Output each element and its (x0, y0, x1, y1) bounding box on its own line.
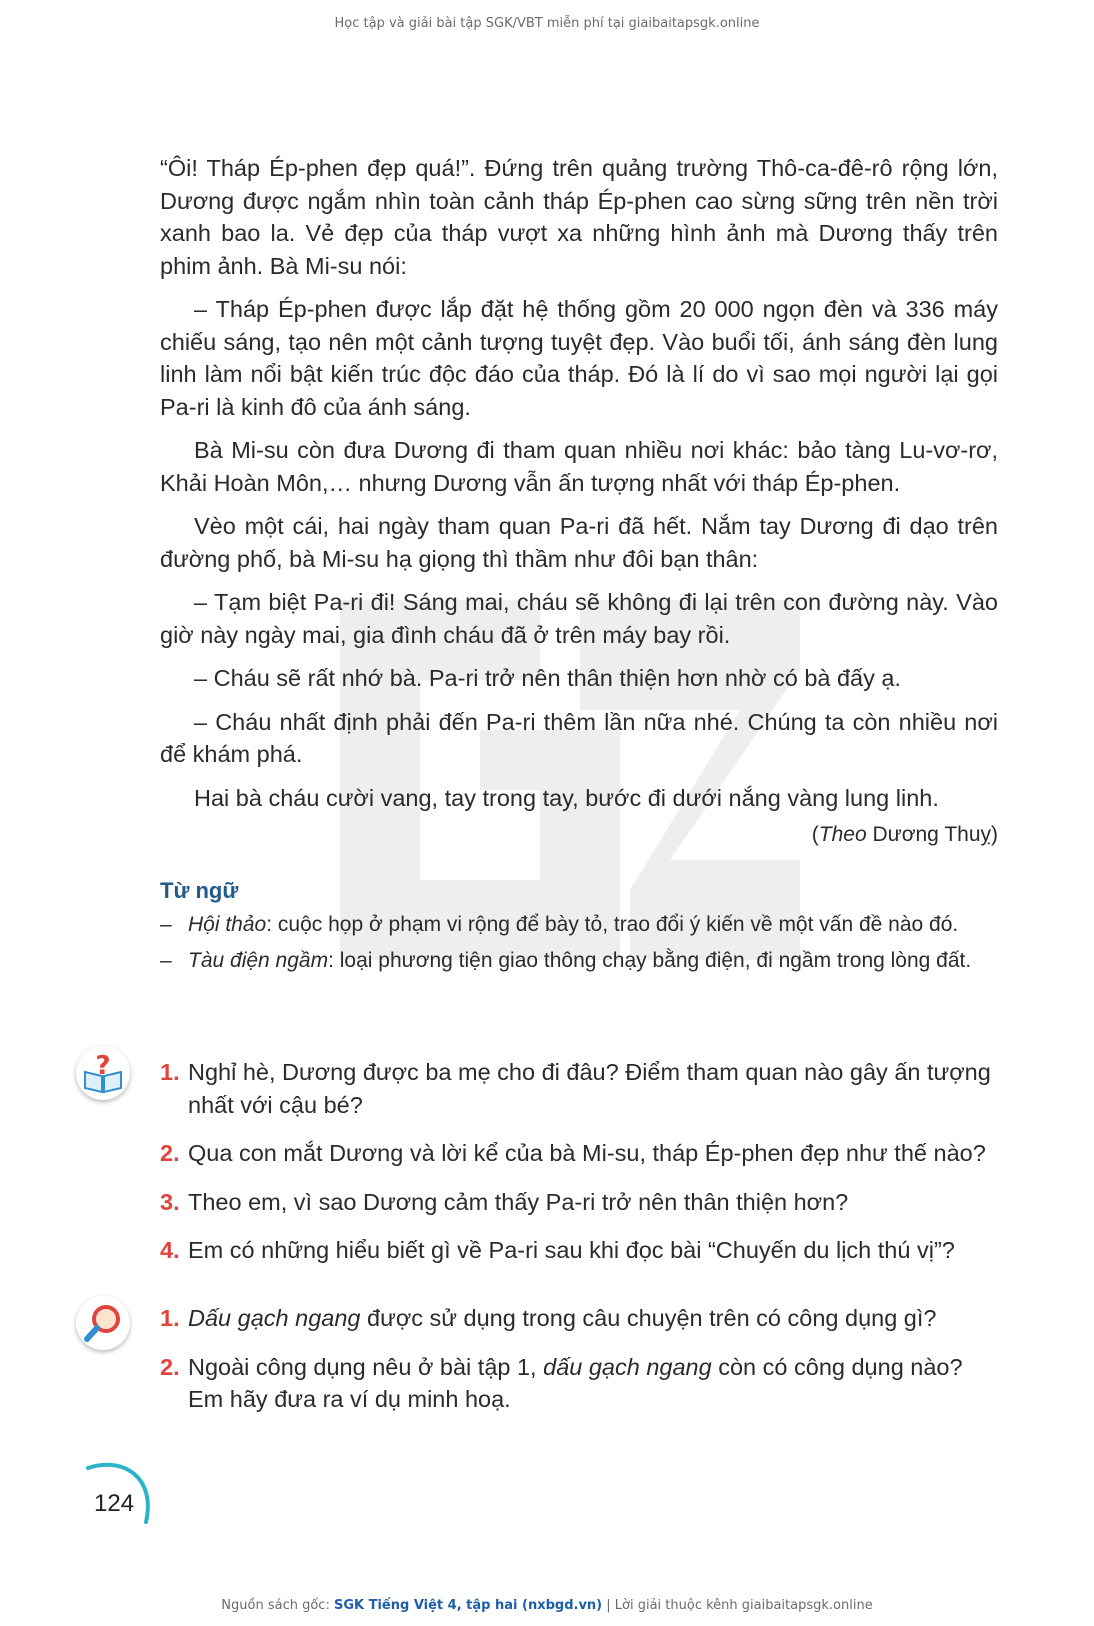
question-number: 4. (160, 1237, 180, 1263)
question-item (160, 1056, 998, 1121)
question-item (160, 1137, 998, 1170)
question-text: Theo em, vì sao Dương cảm thấy Pa-ri trở nên thân thiện hơn? (188, 1188, 849, 1215)
reading-questions (160, 1056, 998, 1283)
vocabulary-definition: : cuộc họp ở phạm vi rộng để bày tỏ, trao đổi ý kiến về một vấn đề nào đó. (266, 913, 959, 936)
grammar-questions (160, 1302, 998, 1432)
question-number: 2. (160, 1140, 180, 1166)
question-text (188, 1351, 998, 1416)
question-book-icon (76, 1046, 130, 1100)
story-source (160, 819, 998, 852)
vocabulary-definition: : loại phương tiện giao thông chạy bằng điện, đi ngầm trong lòng đất. (328, 949, 972, 972)
story-paragraph: – Cháu sẽ rất nhớ bà. Pa-ri trở nên thân thiện hơn nhờ có bà đấy ạ. (194, 665, 902, 691)
question-item (160, 1351, 998, 1416)
footer-suffix: | Lời giải thuộc kênh giaibaitapsgk.online (602, 1598, 873, 1613)
vocabulary-dash: – (160, 949, 172, 972)
header-note: Học tập và giải bài tập SGK/VBT miễn phí tại giaibaitapsgk.online (334, 16, 760, 31)
question-number: 3. (160, 1188, 180, 1215)
question-text: Nghỉ hè, Dương được ba mẹ cho đi đâu? Điểm tham quan nào gây ấn tượng nhất với cậu bé? (188, 1059, 991, 1118)
story-paragraph: – Cháu nhất định phải đến Pa-ri thêm lần nữa nhé. Chúng ta còn nhiều nơi để khám phá. (160, 708, 998, 767)
vocabulary-item (160, 946, 998, 976)
question-number: 1. (160, 1305, 180, 1331)
question-text: Em có những hiểu biết gì về Pa-ri sau khi đọc bài “Chuyến du lịch thú vị”? (188, 1237, 955, 1263)
source-open: ( (811, 823, 819, 846)
story-paragraph: – Tạm biệt Pa-ri đi! Sáng mai, cháu sẽ không đi lại trên con đường này. Vào giờ này ngày mai, gia đình cháu đã ở trên máy bay rồi. (160, 589, 998, 648)
question-number: 2. (160, 1353, 180, 1380)
question-text: Qua con mắt Dương và lời kể của bà Mi-su, tháp Ép-phen đẹp như thế nào? (188, 1140, 986, 1166)
question-after: còn có công dụng nào? Em hãy đưa ra ví dụ minh hoạ. (188, 1353, 963, 1412)
source-author: Dương Thuỵ) (866, 823, 998, 846)
story-paragraph: “Ôi! Tháp Ép-phen đẹp quá!”. Đứng trên quảng trường Thô-ca-đê-rô rộng lớn, Dương được ngắm nhìn toàn cảnh tháp Ép-phen cao sừng sững trên nền trời xanh bao la. Vẻ đẹp của tháp vượt xa những hình ảnh mà Dương thấy trên phim ảnh. Bà Mi-su nói: (160, 155, 998, 279)
question-rest: được sử dụng trong câu chuyện trên có công dụng gì? (360, 1305, 937, 1331)
question-item (160, 1234, 998, 1267)
question-item (160, 1302, 998, 1335)
question-text (188, 1302, 936, 1335)
story-paragraph: Hai bà cháu cười vang, tay trong tay, bước đi dưới nắng vàng lung linh. (194, 784, 939, 811)
story-paragraph: Vèo một cái, hai ngày tham quan Pa-ri đã hết. Nắm tay Dương đi dạo trên đường phố, bà Mi-su hạ giọng thì thầm như đôi bạn thân: (160, 513, 998, 572)
vocabulary-dash: – (160, 913, 172, 936)
vocabulary-section (160, 878, 998, 982)
story-paragraph: – Tháp Ép-phen được lắp đặt hệ thống gồm 20 000 ngọn đèn và 336 máy chiếu sáng, tạo nên một cảnh tượng tuyệt đẹp. Vào buổi tối, ánh sáng đèn lung linh làm nổi bật kiến trúc độc đáo của tháp. Đó là lí do vì sao mọi người lại gọi Pa-ri là kinh đô của ánh sáng. (160, 296, 998, 420)
question-before: Ngoài công dụng nêu ở bài tập 1, (188, 1353, 544, 1380)
question-term: Dấu gạch ngang (188, 1305, 361, 1331)
footer-note (0, 1598, 1094, 1613)
footer-prefix: Nguồn sách gốc: (221, 1598, 334, 1613)
page-number: 124 (94, 1490, 135, 1517)
vocabulary-term: Tàu điện ngầm (188, 949, 329, 972)
magnifier-icon (76, 1296, 130, 1350)
question-item (160, 1186, 998, 1219)
footer-source-link[interactable]: SGK Tiếng Việt 4, tập hai (nxbgd.vn) (333, 1598, 603, 1613)
svg-text:?: ? (95, 1051, 111, 1081)
story-text (160, 152, 998, 852)
vocabulary-term: Hội thảo (188, 913, 267, 936)
source-theo: Theo (818, 823, 867, 846)
question-term: dấu gạch ngang (543, 1353, 712, 1380)
question-number: 1. (160, 1059, 180, 1085)
vocabulary-item (160, 910, 998, 940)
story-paragraph: Bà Mi-su còn đưa Dương đi tham quan nhiều nơi khác: bảo tàng Lu-vơ-rơ, Khải Hoàn Môn,… nhưng Dương vẫn ấn tượng nhất với tháp Ép-phen. (160, 437, 998, 496)
vocabulary-title: Từ ngữ (160, 878, 239, 903)
